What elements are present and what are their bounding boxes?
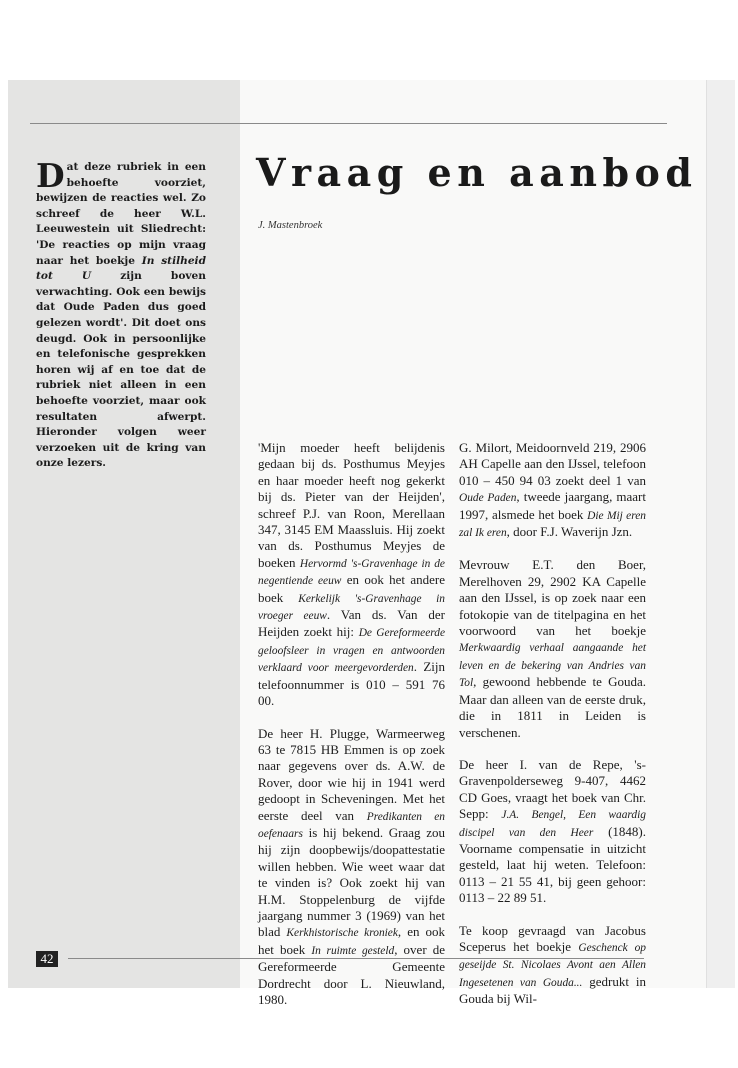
text: en ook het andere boek bbox=[258, 572, 446, 605]
intro-book-title: In stilheid tot U bbox=[36, 254, 206, 283]
text: , door F.J. Waverijn Jzn. bbox=[506, 524, 633, 540]
request-sceperus bbox=[459, 923, 646, 1008]
book-title: J.A. Bengel, Een waardig discipel van den Heer bbox=[459, 809, 646, 839]
book-title: Hervormd 's-Gravenhage in de negentiende eeuw bbox=[258, 557, 445, 588]
article-author: J. Mastenbroek bbox=[258, 220, 323, 231]
text: gedrukt in Gouda bij Wil- bbox=[459, 973, 647, 1007]
intro-text-2: zijn boven verwachting. Ook een bewijs dat Oude Paden dus goed gelezen wordt'. Dit doet ons deugd. Ook in persoonlijke en telefonische gesprekken horen wij af en toe dat de rubriek niet alleen in een behoefte voorziet, maar ook resultaten afwerpt. Hieronder volgen weer verzoeken uit de kring van onze lezers. bbox=[36, 270, 207, 470]
book-title: Merkwaardig verhaal aangaande het leven en de bekering van Andries van Tol bbox=[459, 642, 646, 690]
body-column-right bbox=[459, 440, 646, 1024]
bottom-rule bbox=[68, 958, 644, 959]
text: De heer H. Plugge, Warmeerweg 63 te 7815 HB Emmen is op zoek naar gegevens over ds. A.W. de Rover, door wie hij in 1941 werd gedoopt in Scheveningen. Met het eerste deel van bbox=[258, 725, 445, 823]
intro-paragraph bbox=[36, 156, 207, 472]
text: G. Milort, Meidoornveld 219, 2906 AH Capelle aan den IJssel, telefoon 010 – 450 94 03 zoekt deel 1 van bbox=[459, 440, 646, 488]
text: (1848). Voorname compensatie in uitzicht gesteld, laat hij weten. Telefoon: 0113 – 21 55 41, bij geen gehoor: 0113 – 22 89 51. bbox=[459, 823, 646, 906]
text: De heer I. van de Repe, 's- Gravenpolderseweg 9-407, 4462 CD Goes, vraagt het boek van Chr. Sepp: bbox=[459, 756, 646, 822]
top-rule bbox=[30, 123, 667, 124]
article-title: Vraag en aanbod bbox=[256, 150, 698, 195]
text: . Zijn telefoonnummer is 010 – 591 76 00. bbox=[258, 659, 445, 709]
text: , en ook het boek bbox=[258, 924, 445, 957]
book-title: Kerkelijk 's-Gravenhage in vroeger eeuw bbox=[258, 592, 445, 623]
request-roon bbox=[258, 440, 445, 710]
request-plugge bbox=[258, 726, 445, 1009]
book-title: Kerkhistorische kroniek bbox=[286, 927, 398, 940]
text: , tweede jaargang, maart 1997, alsmede het boek bbox=[459, 489, 646, 522]
book-title: Die Mij eren zal Ik eren bbox=[459, 509, 646, 540]
book-title: In ruimte gesteld bbox=[311, 944, 395, 957]
intro-text-1: at deze rubriek in een behoefte voorziet, bewijzen de reacties wel. Zo schreef de heer W.L. Leeuwestein uit Sliedrecht: 'De reacties op mijn vraag naar het boekje bbox=[36, 161, 206, 267]
book-title: Oude Paden bbox=[459, 492, 517, 505]
request-van-de-repe bbox=[459, 757, 646, 907]
opposite-page-edge bbox=[706, 80, 735, 988]
book-title: Predikanten en oefenaars bbox=[258, 810, 445, 840]
body-column-left bbox=[258, 440, 445, 1024]
request-milort bbox=[459, 440, 646, 541]
text: is hij bekend. Graag zou hij zijn doopbewijs/doopattestatie willen hebben. Wie weet waar dat te vinden is? Ook zoekt hij van H.M. Stoppelenburg de vijfde jaargang nummer 3 (1969) van het blad bbox=[258, 824, 445, 940]
text: , over de Gereformeerde Gemeente Dordrecht door L. Nieuwland, 1980. bbox=[258, 941, 446, 1007]
text: Mevrouw E.T. den Boer, Merelhoven 29, 2902 KA Capelle aan den IJssel, is op zoek naar een fotokopie van de titelpagina en het voorwoord van het boekje bbox=[459, 557, 646, 639]
request-den-boer bbox=[459, 557, 646, 740]
text: . Van ds. Van der Heijden zoekt hij: bbox=[258, 607, 445, 640]
page-number: 42 bbox=[36, 951, 58, 967]
book-title: Geschenck op geseijde St. Nicolaes Avont aen Allen Ingesetenen van Gouda... bbox=[459, 941, 646, 989]
text: , gewoond hebbende te Gouda. Maar dan alleen van de eerste druk, die in 1811 in Leiden is verschenen. bbox=[459, 674, 646, 740]
book-title: De Gereformeerde geloofsleer in vragen en antwoorden verklaard voor meergevorderden bbox=[258, 627, 446, 675]
text: 'Mijn moeder heeft belijdenis gedaan bij ds. Posthumus Meyjes en haar moeder heeft nog gekerkt bij ds. Pieter van der Heijden', schreef P.J. van Roon, Merellaan 347, 3145 EM Maassluis. Hij zoekt van ds. Posthumus Meyjes de boeken bbox=[258, 440, 445, 570]
text: Te koop gevraagd van Jacobus Sceperus het boekje bbox=[459, 922, 646, 954]
drop-cap: D bbox=[36, 156, 65, 195]
